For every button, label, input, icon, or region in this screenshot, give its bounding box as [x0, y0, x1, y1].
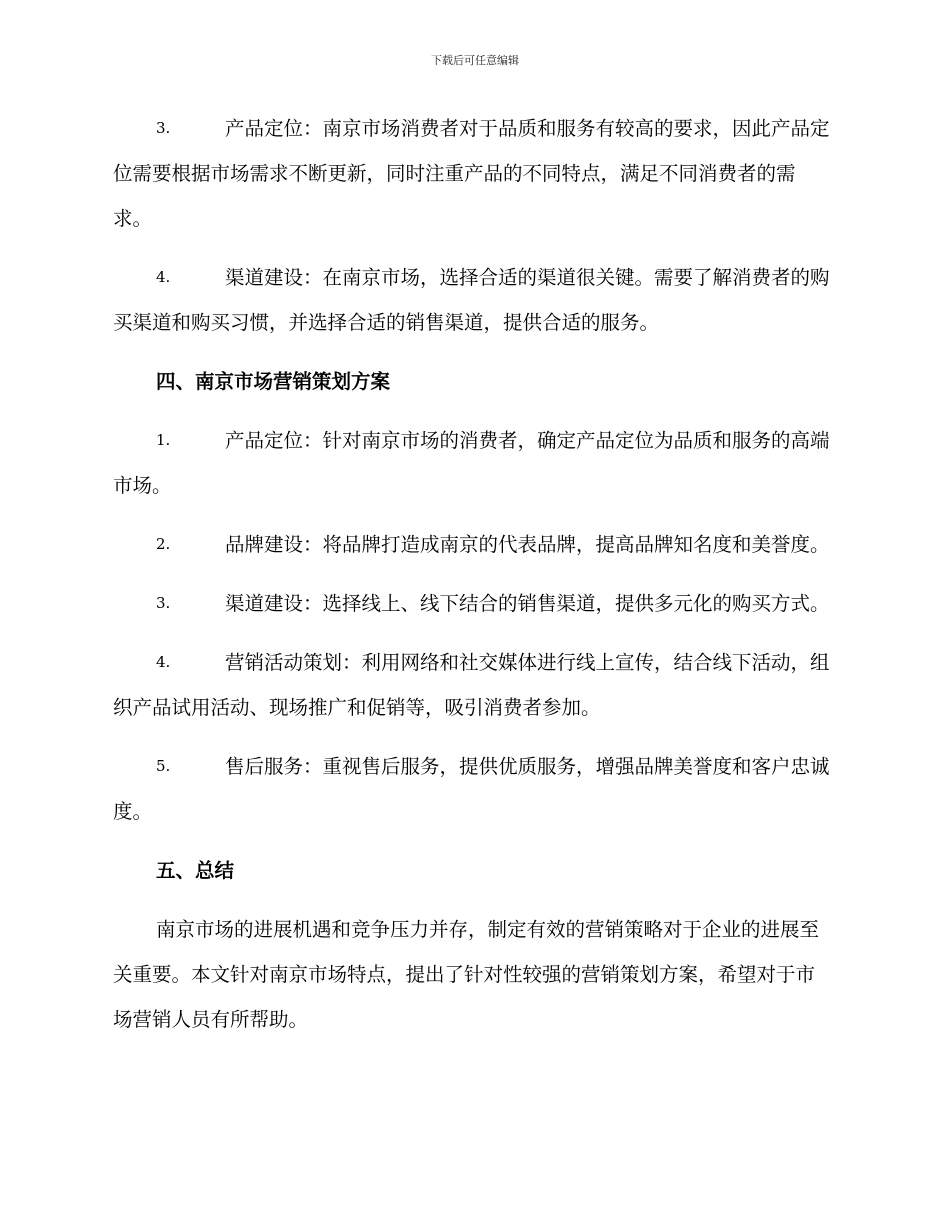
- list-item-text: 售后服务：重视售后服务，提供优质服务，增强品牌美誉度和客户忠诚度。: [113, 755, 830, 823]
- list-item-number: 5.: [156, 757, 171, 775]
- list-item: [113, 522, 833, 567]
- section-heading: 四、南京市场营销策划方案: [156, 370, 391, 393]
- document-body: [113, 106, 833, 1056]
- list-item: [113, 640, 833, 730]
- list-item-text: 产品定位：南京市场消费者对于品质和服务有较高的要求，因此产品定位需要根据市场需求不断更新，同时注重产品的不同特点，满足不同消费者的需求。: [113, 117, 830, 230]
- list-item-text: 渠道建设：在南京市场，选择合适的渠道很关键。需要了解消费者的购买渠道和购买习惯，并选择合适的销售渠道，提供合适的服务。: [113, 266, 830, 334]
- list-item-text: 产品定位：针对南京市场的消费者，确定产品定位为品质和服务的高端市场。: [113, 429, 830, 497]
- list-item: [113, 418, 833, 508]
- list-item-number: 3.: [156, 119, 171, 137]
- list-item-text: 品牌建设：将品牌打造成南京的代表品牌，提高品牌知名度和美誉度。: [225, 533, 830, 556]
- section-heading: 五、总结: [156, 859, 235, 882]
- summary-paragraph: 南京市场的进展机遇和竞争压力并存，制定有效的营销策略对于企业的进展至关重要。本文针对南京市场特点，提出了针对性较强的营销策划方案，希望对于市场营销人员有所帮助。: [113, 918, 820, 1031]
- list-item: [113, 581, 833, 626]
- list-item-text: 营销活动策划：利用网络和社交媒体进行线上宣传，结合线下活动，组织产品试用活动、现场推广和促销等，吸引消费者参加。: [113, 651, 830, 719]
- list-item: [113, 744, 833, 834]
- list-item-number: 2.: [156, 535, 171, 553]
- list-item-text: 渠道建设：选择线上、线下结合的销售渠道，提供多元化的购买方式。: [225, 592, 830, 615]
- page-header: 下载后可任意编辑: [431, 54, 519, 67]
- list-item-number: 4.: [156, 268, 171, 286]
- list-item: [113, 255, 833, 345]
- list-item-number: 1.: [156, 431, 171, 449]
- list-item-number: 3.: [156, 594, 171, 612]
- list-item-number: 4.: [156, 653, 171, 671]
- list-item: [113, 106, 833, 241]
